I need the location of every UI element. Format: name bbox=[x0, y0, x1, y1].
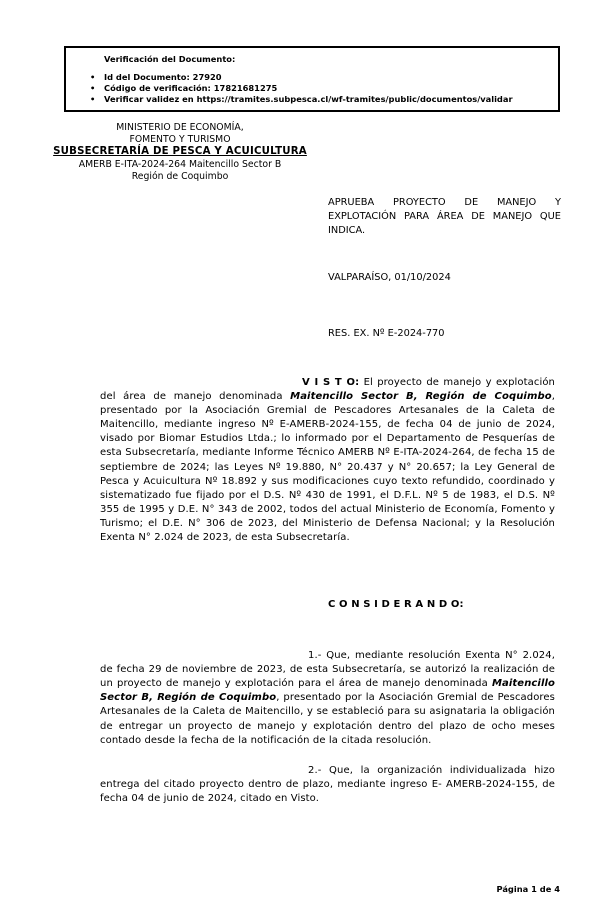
area-name-emphasis-2: Maitencillo Sector B, Región de Coquimbo bbox=[100, 678, 555, 704]
subsecretaria-title: SUBSECRETARÍA DE PESCA Y ACUICULTURA bbox=[53, 146, 307, 158]
amerb-reference: AMERB E-ITA-2024-264 Maitencillo Sector B bbox=[78, 158, 282, 170]
resolution-number: RES. EX. Nº E-2024-770 bbox=[328, 328, 445, 339]
region-label: Región de Coquimbo bbox=[131, 170, 229, 182]
considerando-1-text-1: 1.- Que, mediante resolución Exenta N° 2.024, de fecha 29 de noviembre de 2023, de esta Subsecretaría, se autorizó la realización de un proyecto de manejo y explotación para el área de manejo denominada bbox=[100, 650, 555, 690]
verification-box bbox=[64, 46, 560, 112]
visto-paragraph bbox=[100, 376, 555, 560]
letterhead bbox=[28, 122, 332, 183]
visto-text-1: El proyecto de manejo y explotación del área de manejo denominada bbox=[100, 377, 555, 403]
page-indicator: Página 1 de 4 bbox=[496, 884, 560, 894]
visto-text-2: , presentado por la Asociación Gremial de Pescadores Artesanales de la Caleta de Maitencillo, mediante ingreso Nº E-AMERB-2024-155, de fecha 04 de junio de 2024, visado por Biomar Estudios Ltda.; lo informado por el Departamento de Pesquerías de esta Subsecretaría, mediante Informe Técnico AMERB Nº E-ITA-2024-264, de fecha 15 de septiembre de 2024; las Leyes Nº 19.880, N° 20.437 y N° 20.657; la Ley General de Pesca y Acuicultura Nº 18.892 y sus modificaciones cuyo texto refundido, coordinado y sistematizado fue fijado por el D.S. Nº 430 de 1991, el D.F.L. Nº 5 de 1983, el D.S. Nº 355 de 1995 y D.E. N° 343 de 2002, todos del actual Ministerio de Economía, Fomento y Turismo; el D.E. N° 306 de 2023, del Ministerio de Defensa Nacional; y la Resolución Exenta N° 2.024 de 2023, de esta Subsecretaría. bbox=[100, 391, 555, 544]
considerando-paragraph-1 bbox=[100, 649, 555, 762]
considerando-1-text-2: , presentado por la Asociación Gremial de Pescadores Artesanales de la Caleta de Maitencillo, y se estableció para su asignataria la obligación de entregar un proyecto de manejo y explotación dentro del plazo de ocho meses contado desde la fecha de la notificación de la citada resolución. bbox=[100, 692, 555, 746]
resolution-body bbox=[100, 376, 555, 806]
visto-label: V I S T O: bbox=[302, 377, 360, 388]
place-and-date: VALPARAÍSO, 01/10/2024 bbox=[328, 272, 451, 283]
area-name-emphasis: Maitencillo Sector B, Región de Coquimbo bbox=[290, 391, 552, 403]
verification-item-document-id: • Id del Documento: 27920 bbox=[88, 72, 554, 83]
verification-item-code: • Código de verificación: 17821681275 bbox=[88, 83, 554, 94]
considerando-paragraph-2: 2.- Que, la organización individualizada hizo entrega del citado proyecto dentro de plazo, mediante ingreso E- AMERB-2024-155, de fecha 04 de junio de 2024, citado en Visto. bbox=[100, 765, 555, 805]
verification-title: Verificación del Documento: bbox=[104, 54, 236, 64]
ministry-name-line2: FOMENTO Y TURISMO bbox=[129, 134, 231, 146]
considerando-heading: C O N S I D E R A N D O: bbox=[328, 599, 464, 610]
ministry-name-line1: MINISTERIO DE ECONOMÍA, bbox=[116, 122, 244, 133]
verification-list bbox=[88, 72, 554, 105]
resolution-subject: APRUEBA PROYECTO DE MANEJO Y EXPLOTACIÓN PARA ÁREA DE MANEJO QUE INDICA. bbox=[328, 197, 561, 237]
verification-item-url: • Verificar validez en https://tramites.subpesca.cl/wf-tramites/public/documentos/validar bbox=[88, 94, 554, 105]
